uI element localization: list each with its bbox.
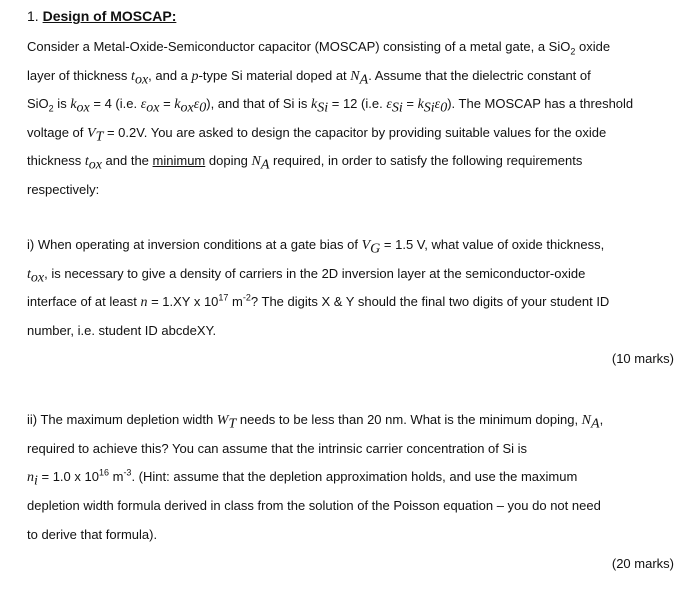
part-i-line-3: interface of at least n = 1.XY x $10^{17}$ $m^{-2}$? The digits X & Y should the final two digits of your student ID: [27, 292, 610, 311]
intro-line-1: Consider a Metal-Oxide-Semiconductor capacitor (MOSCAP) consisting of a metal gate, a SiO$_2$ oxide: [27, 39, 611, 57]
intro-paragraph: [27, 33, 687, 205]
intro-line-5: thickness $t_{ox}$ and the minimum doping $N_A$ required, in order to satisfy the following requirements: [27, 153, 583, 173]
part-ii-line-5: to derive that formula).: [27, 526, 158, 542]
part-i-line-2: $t_{ox}$, is necessary to give a density of carriers in the 2D inversion layer at the semiconductor-oxide: [27, 265, 586, 286]
part-ii-line-2: required to achieve this? You can assume that the intrinsic carrier concentration of Si is: [27, 440, 528, 456]
part-ii-paragraph-end: [27, 492, 687, 549]
part-ii-line-4: depletion width formula derived in class from the solution of the Poisson equation – you do not need: [27, 498, 601, 513]
part-i-line-4: number, i.e. student ID abcdeXY.: [27, 322, 217, 338]
intro-line-2: layer of thickness $t_{ox}$, and a p-type Si material doped at $N_A$. Assume that the dielectric constant of: [27, 67, 591, 88]
intro-line-6: respectively:: [27, 181, 100, 197]
intro-line-3: SiO$_2$ is $k_{ox} = 4$ (i.e. $\varepsilon_{ox} = k_{ox}\varepsilon_0$), and that of Si is $k_{Si} = 12$ (i.e. $\varepsilon_{Si} = k_{Si}\varepsilon_0$). The MOSCAP has a threshold: [27, 96, 634, 116]
part-ii-paragraph: [27, 406, 687, 492]
question-title: Design of MOSCAP:: [42, 8, 177, 24]
part-ii-line-3: $n_i = 1.0$ x $10^{16}$ $m^{-3}$. (Hint: assume that the depletion approximation holds, and use the maximum: [27, 467, 578, 489]
question-number: 1.: [27, 8, 39, 24]
part-i-line-1: i) When operating at inversion conditions at a gate bias of $V_G = 1.5$ V, what value of oxide thickness,: [27, 237, 605, 257]
part-ii-line-1: ii) The maximum depletion width $W_T$ needs to be less than 20 nm. What is the minimum doping, $N_A$,: [27, 412, 604, 432]
part-i-marks: (10 marks): [611, 351, 674, 366]
part-i-paragraph: [27, 231, 687, 345]
intro-line-4: voltage of $V_T = 0.2V$. You are asked to design the capacitor by providing suitable values for the oxide: [27, 124, 607, 145]
part-ii-marks: (20 marks): [611, 556, 674, 571]
question-heading: [27, 6, 176, 26]
